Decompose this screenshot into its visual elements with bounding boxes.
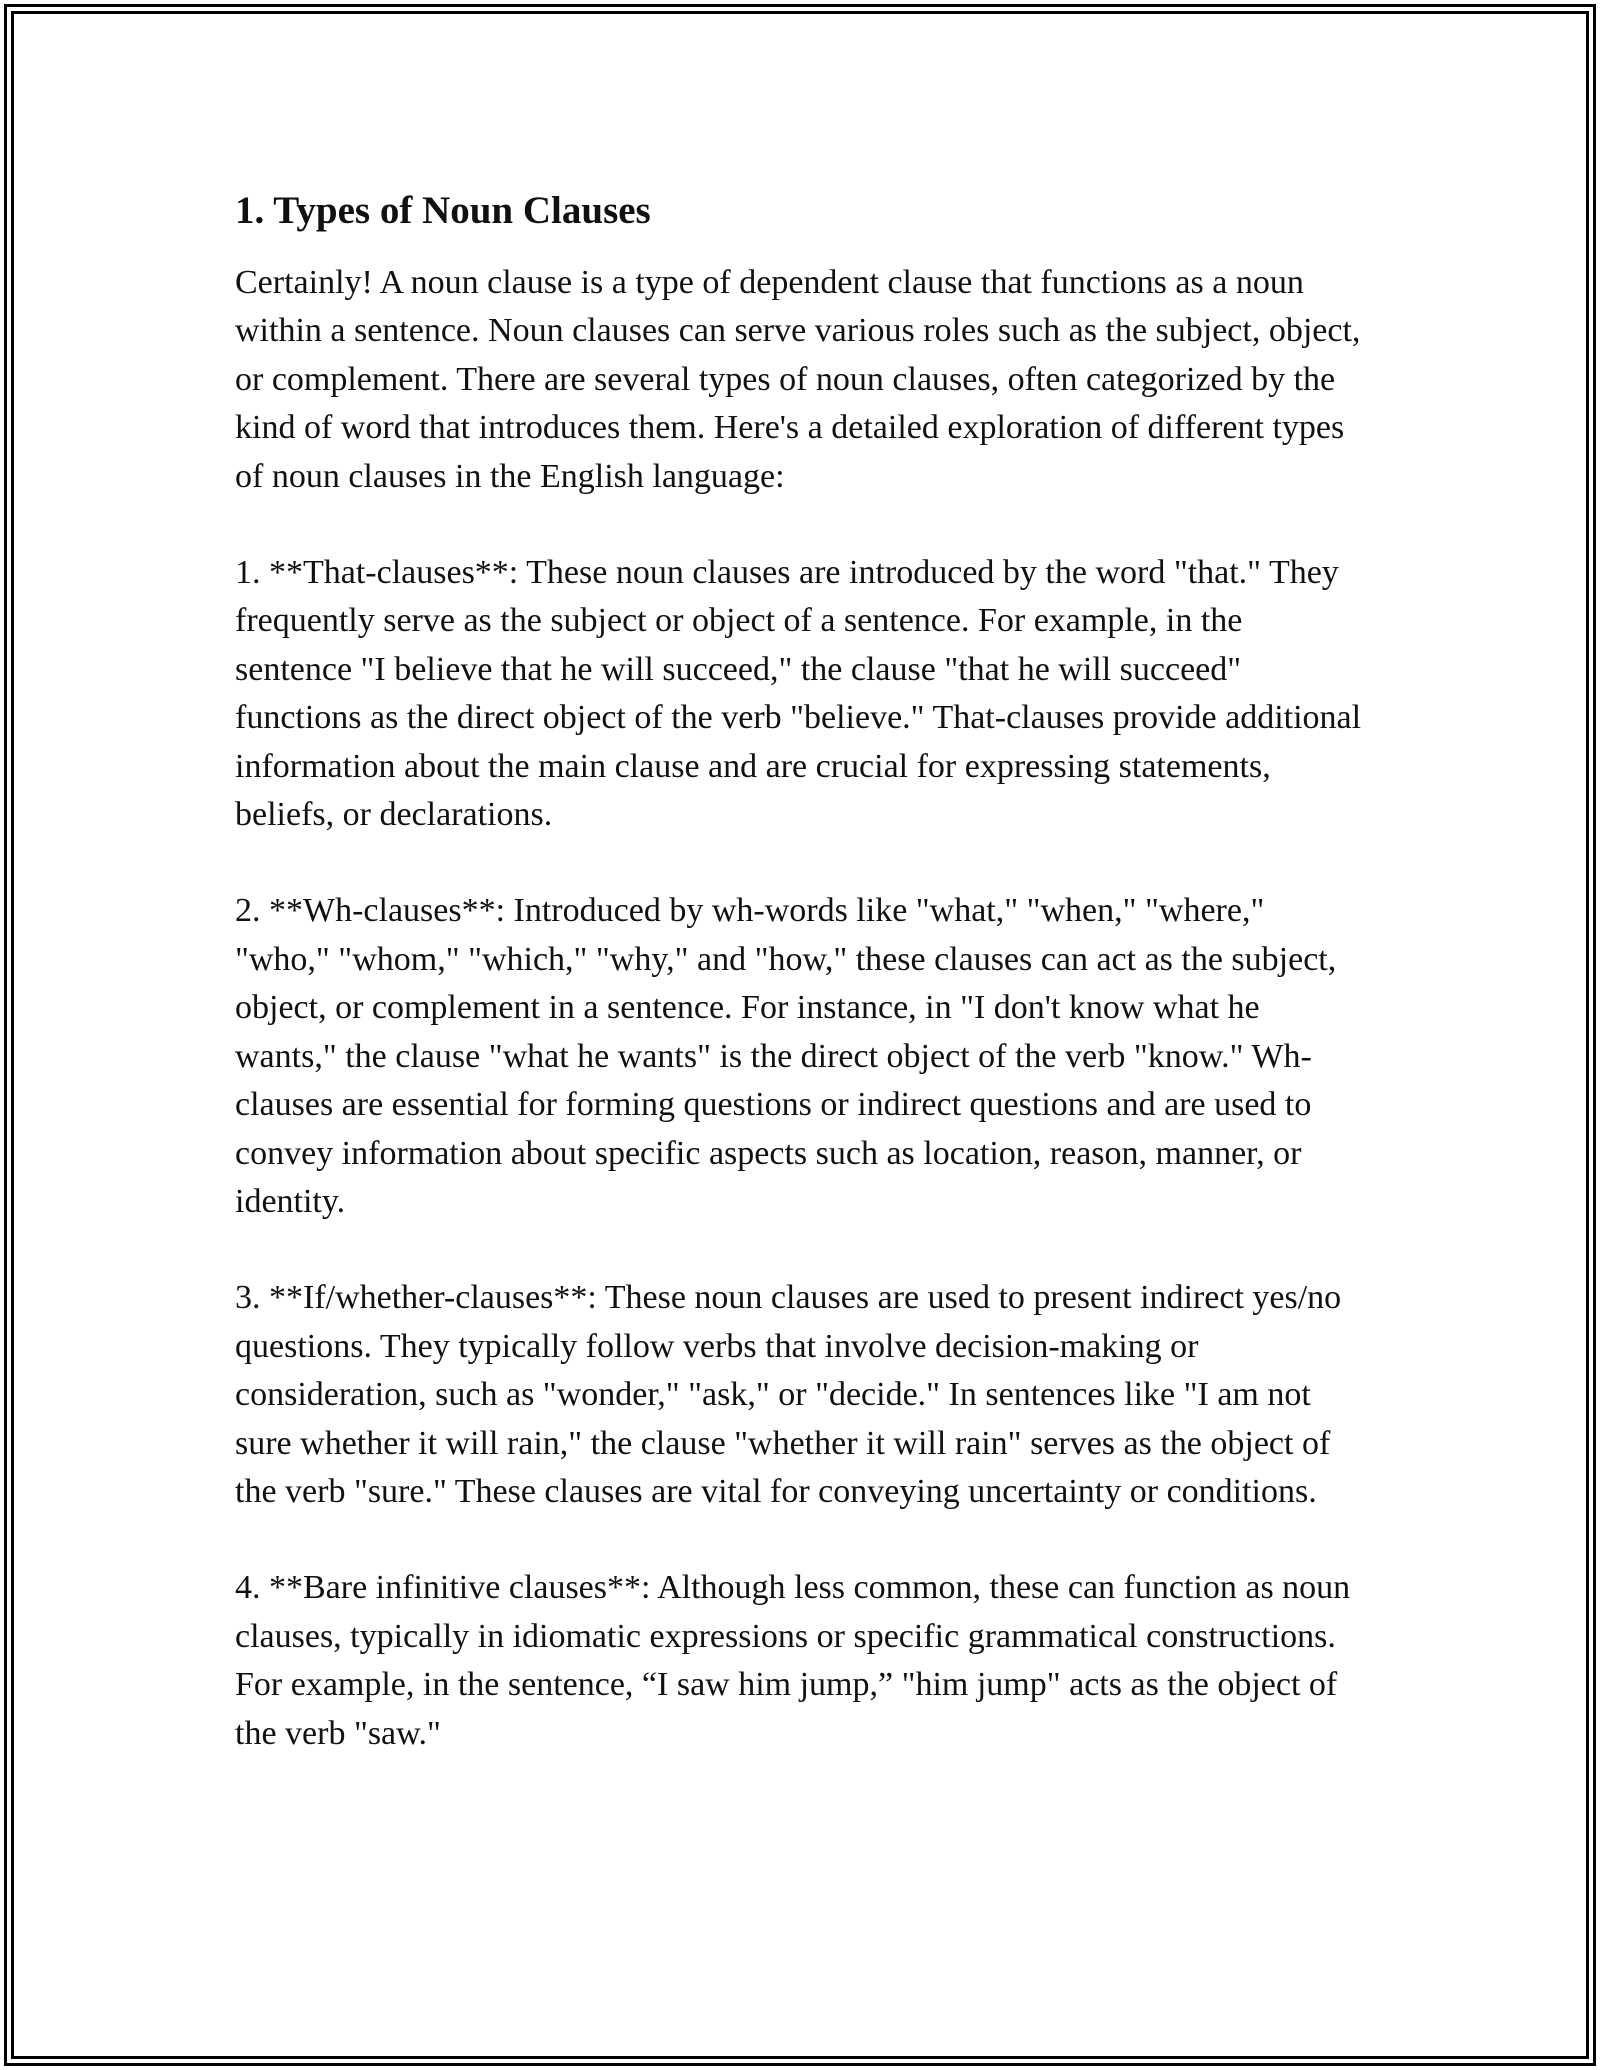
document-body [235,185,1365,1758]
if-whether-clauses-paragraph: 3. **If/whether-clauses**: These noun clauses are used to present indirect yes/no questions. They typically follow verbs that involve decision-making or consideration, such as "wonder," "ask," or "decide." In sentences like "I am not sure whether it will rain," the clause "whether it will rain" serves as the object of the verb "sure." These clauses are vital for conveying uncertainty or conditions. [235,1279,1342,1510]
that-clauses-paragraph: 1. **That-clauses**: These noun clauses are introduced by the word "that." They frequently serve as the subject or object of a sentence. For example, in the sentence "I believe that he will succeed," the clause "that he will succeed" functions as the direct object of the verb "believe." That-clauses provide additional information about the main clause and are crucial for expressing statements, beliefs, or declarations. [235,554,1362,834]
section-heading: 1. Types of Noun Clauses [235,189,651,232]
bare-infinitive-clauses-paragraph: 4. **Bare infinitive clauses**: Although less common, these can function as noun clauses, typically in idiomatic expressions or specific grammatical constructions. For example, in the sentence, “I saw him jump,” "him jump" acts as the object of the verb "saw." [235,1569,1351,1752]
wh-clauses-paragraph: 2. **Wh-clauses**: Introduced by wh-words like "what," "when," "where," "who," "whom," "which," "why," and "how," these clauses can act as the subject, object, or complement in a sentence. For instance, in "I don't know what he wants," the clause "what he wants" is the direct object of the verb "know." Wh-clauses are essential for forming questions or indirect questions and are used to convey information about specific aspects such as location, reason, manner, or identity. [235,892,1337,1220]
intro-paragraph: Certainly! A noun clause is a type of dependent clause that functions as a noun within a sentence. Noun clauses can serve various roles such as the subject, object, or complement. There are several types of noun clauses, often categorized by the kind of word that introduces them. Here's a detailed exploration of different types of noun clauses in the English language: [235,264,1361,495]
